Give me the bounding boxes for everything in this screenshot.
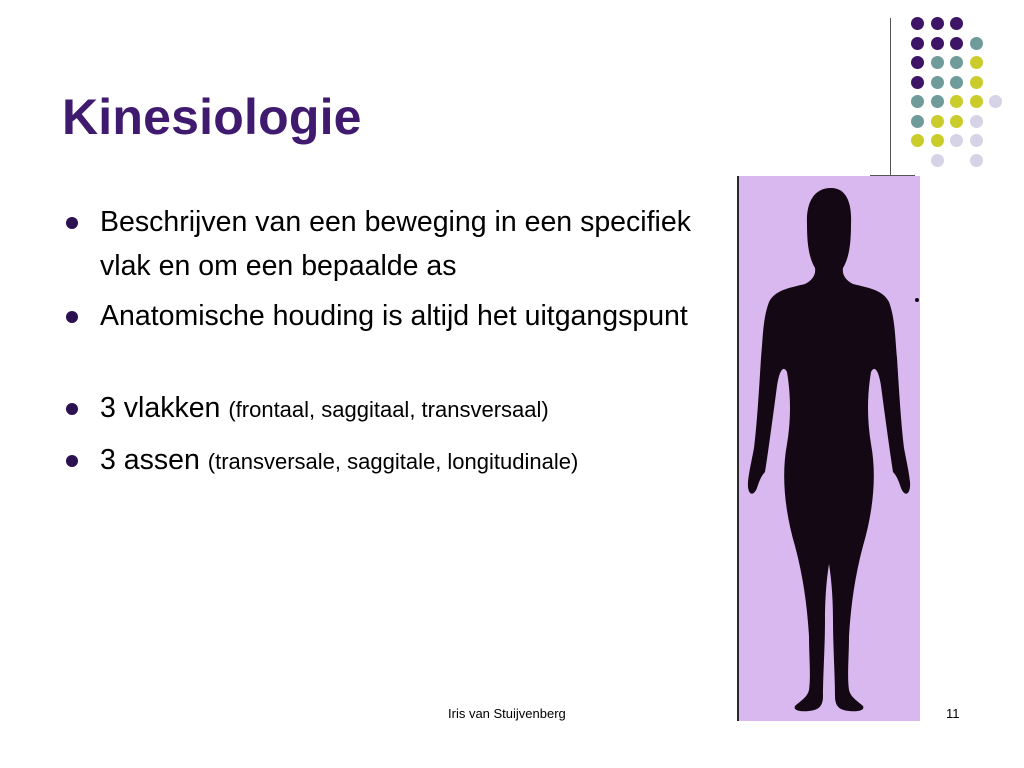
slide-number: 11: [946, 706, 960, 721]
slide-title: Kinesiologie: [62, 89, 362, 145]
decorative-dot: [911, 76, 924, 89]
decorative-dot: [950, 115, 963, 128]
decorative-dot: [931, 56, 944, 69]
decorative-dot: [950, 17, 963, 30]
decorative-dot: [989, 95, 1002, 108]
bullet-text: 3 assen: [100, 444, 200, 476]
decorative-dot: [970, 56, 983, 69]
decorative-dot: [911, 115, 924, 128]
decorative-dot: [931, 134, 944, 147]
decorative-dot: [950, 134, 963, 147]
bullet-item: [62, 294, 702, 338]
decorative-dot: [970, 115, 983, 128]
bullet-detail: (transversale, saggitale, longitudinale): [207, 449, 579, 474]
decorative-dot: [911, 37, 924, 50]
bullet-list: [62, 200, 702, 484]
decorative-dot: [950, 56, 963, 69]
decorative-dot: [911, 56, 924, 69]
decorative-dot: [931, 17, 944, 30]
bullet-icon: [66, 403, 78, 415]
decorative-dot: [911, 17, 924, 30]
decorative-dot: [931, 37, 944, 50]
decorative-dot: [931, 154, 944, 167]
bullet-text: 3 vlakken: [100, 392, 221, 424]
decorative-dot: [931, 76, 944, 89]
decorative-dot: [931, 95, 944, 108]
bullet-item: [62, 386, 702, 432]
decorative-dot: [970, 76, 983, 89]
decorative-dot: [931, 115, 944, 128]
bullet-icon: [66, 217, 78, 229]
decorative-dot: [911, 95, 924, 108]
bullet-item: [62, 438, 702, 484]
decorative-dot: [970, 134, 983, 147]
decorative-dot: [950, 37, 963, 50]
bullet-icon: [66, 311, 78, 323]
decorative-dot: [950, 95, 963, 108]
footer-author: Iris van Stuijvenberg: [448, 706, 566, 721]
decorative-dot: [950, 76, 963, 89]
anatomical-position-image: [737, 176, 920, 721]
decorative-dot: [970, 95, 983, 108]
decorative-dot: [970, 154, 983, 167]
bullet-text: Beschrijven van een beweging in een specifiek vlak en om een bepaalde as: [100, 206, 691, 282]
bullet-icon: [66, 455, 78, 467]
human-silhouette-icon: [739, 176, 920, 721]
bullet-item: [62, 200, 702, 288]
bullet-detail: (frontaal, saggitaal, transversaal): [228, 397, 549, 422]
decorative-dot: [911, 134, 924, 147]
decorative-dot: [970, 37, 983, 50]
bullet-text: Anatomische houding is altijd het uitgangspunt: [100, 300, 688, 332]
